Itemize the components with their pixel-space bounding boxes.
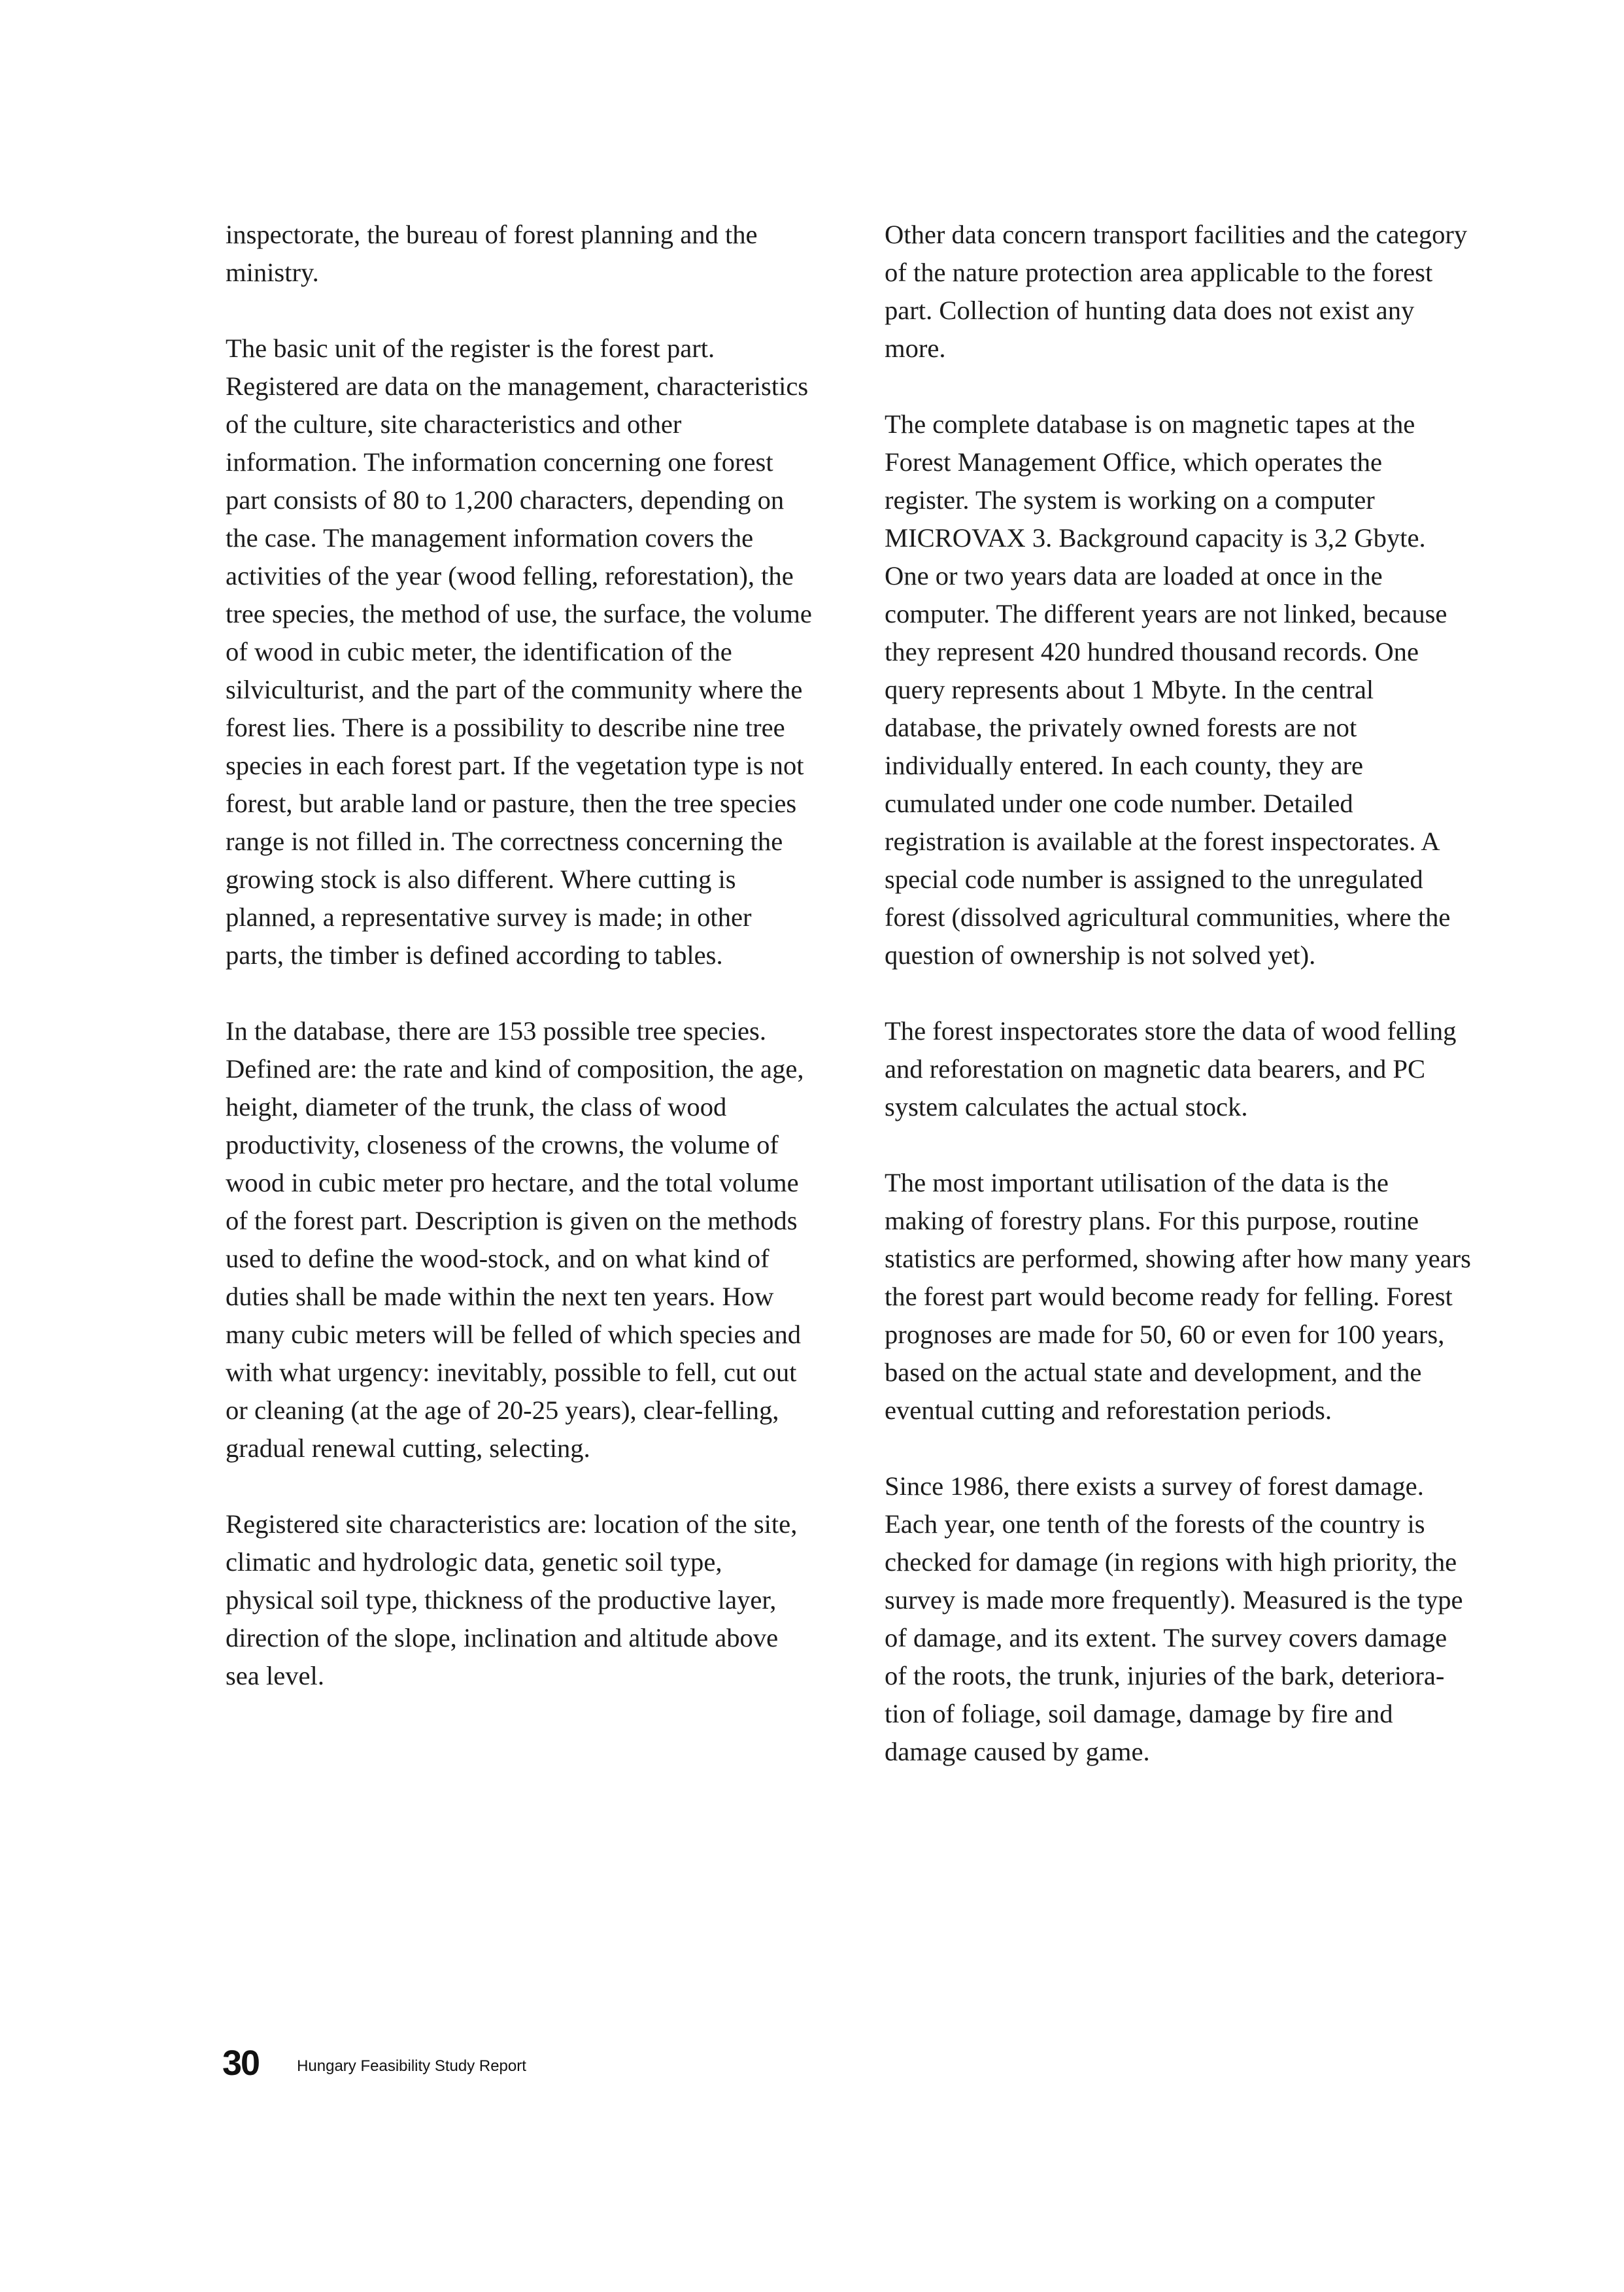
paragraph-other-data: Other data concern transport facilities and the category of the nature protection area applicable to the forest part. Collection of hunting data does not exist any more. [885, 220, 1468, 363]
left-text-column [226, 216, 814, 1733]
paragraph-tree-species: In the database, there are 153 possible tree species. Defined are: the rate and kind of composition, the age, height, diameter of the trunk, the class of wood productivity, closeness of the crowns, the volume of wood in cubic meter pro hectare, and the total volume of the forest part. Description is given on the methods used to define the wood-stock, and on what kind of duties shall be made within the next ten years. How many cubic meters will be felled of which species and with what urgency: inevitably, possible to fell, cut out or cleaning (at the age of 20-25 years), clear-felling, gradual renewal cutting, selecting. [226, 1016, 804, 1463]
page-number: 30 [222, 2044, 260, 2083]
right-text-column [885, 216, 1473, 1809]
paragraph-inspectorate: inspectorate, the bureau of forest planning and the ministry. [226, 220, 758, 287]
paragraph-register-basic-unit: The basic unit of the register is the forest part. Registered are data on the management, characteristics of the culture, site characteristics and other information. The information concerning one forest part consists of 80 to 1,200 characters, depending on the case. The management information covers the activities of the year (wood felling, reforestation), the tree species, the method of use, the surface, the volume of wood in cubic meter, the identification of the silviculturist, and the part of the community where the forest lies. There is a possibility to describe nine tree species in each forest part. If the vegetation type is not forest, but arable land or pasture, then the tree species range is not filled in. The correctness concerning the growing stock is also different. Where cutting is planned, a representative survey is made; in other parts, the timber is defined according to tables. [226, 334, 812, 970]
report-title: Hungary Feasibility Study Report [297, 2057, 526, 2075]
paragraph-site-characteristics: Registered site characteristics are: location of the site, climatic and hydrologic data, genetic soil type, physical soil type, thickness of the productive layer, direction of the slope, inclination and altitude above sea level. [226, 1509, 798, 1690]
paragraph-forest-inspectorates: The forest inspectorates store the data of wood felling and reforestation on magnetic data bearers, and PC system calculates the actual stock. [885, 1016, 1457, 1121]
paragraph-database-storage: The complete database is on magnetic tapes at the Forest Management Office, which operates the register. The system is working on a computer MICROVAX 3. Background capacity is 3,2 Gbyte. One or two years data are loaded at once in the computer. The different years are not linked, because they represent 420 hundred thousand records. One query represents about 1 Mbyte. In the central database, the privately owned forests are not individually entered. In each county, they are cumulated under one code number. Detailed registration is available at the forest inspectorates. A special code number is assigned to the unregulated forest (dissolved agricultural communities, where the question of ownership is not solved yet). [885, 409, 1451, 970]
page-footer [222, 2040, 526, 2086]
paragraph-data-utilisation: The most important utilisation of the data is the making of forestry plans. For this purpose, routine statistics are performed, showing after how many years the forest part would become ready for felling. Forest prognoses are made for 50, 60 or even for 100 years, based on the actual state and development, and the eventual cutting and reforestation periods. [885, 1168, 1471, 1425]
paragraph-damage-survey: Since 1986, there exists a survey of forest damage. Each year, one tenth of the forests of the country is checked for damage (in regions with high priority, the survey is made more frequently). Measured is the type of damage, and its extent. The survey covers damage of the roots, the trunk, injuries of the bark, deterioration of foliage, soil damage, damage by fire and damage caused by game. [885, 1471, 1463, 1766]
